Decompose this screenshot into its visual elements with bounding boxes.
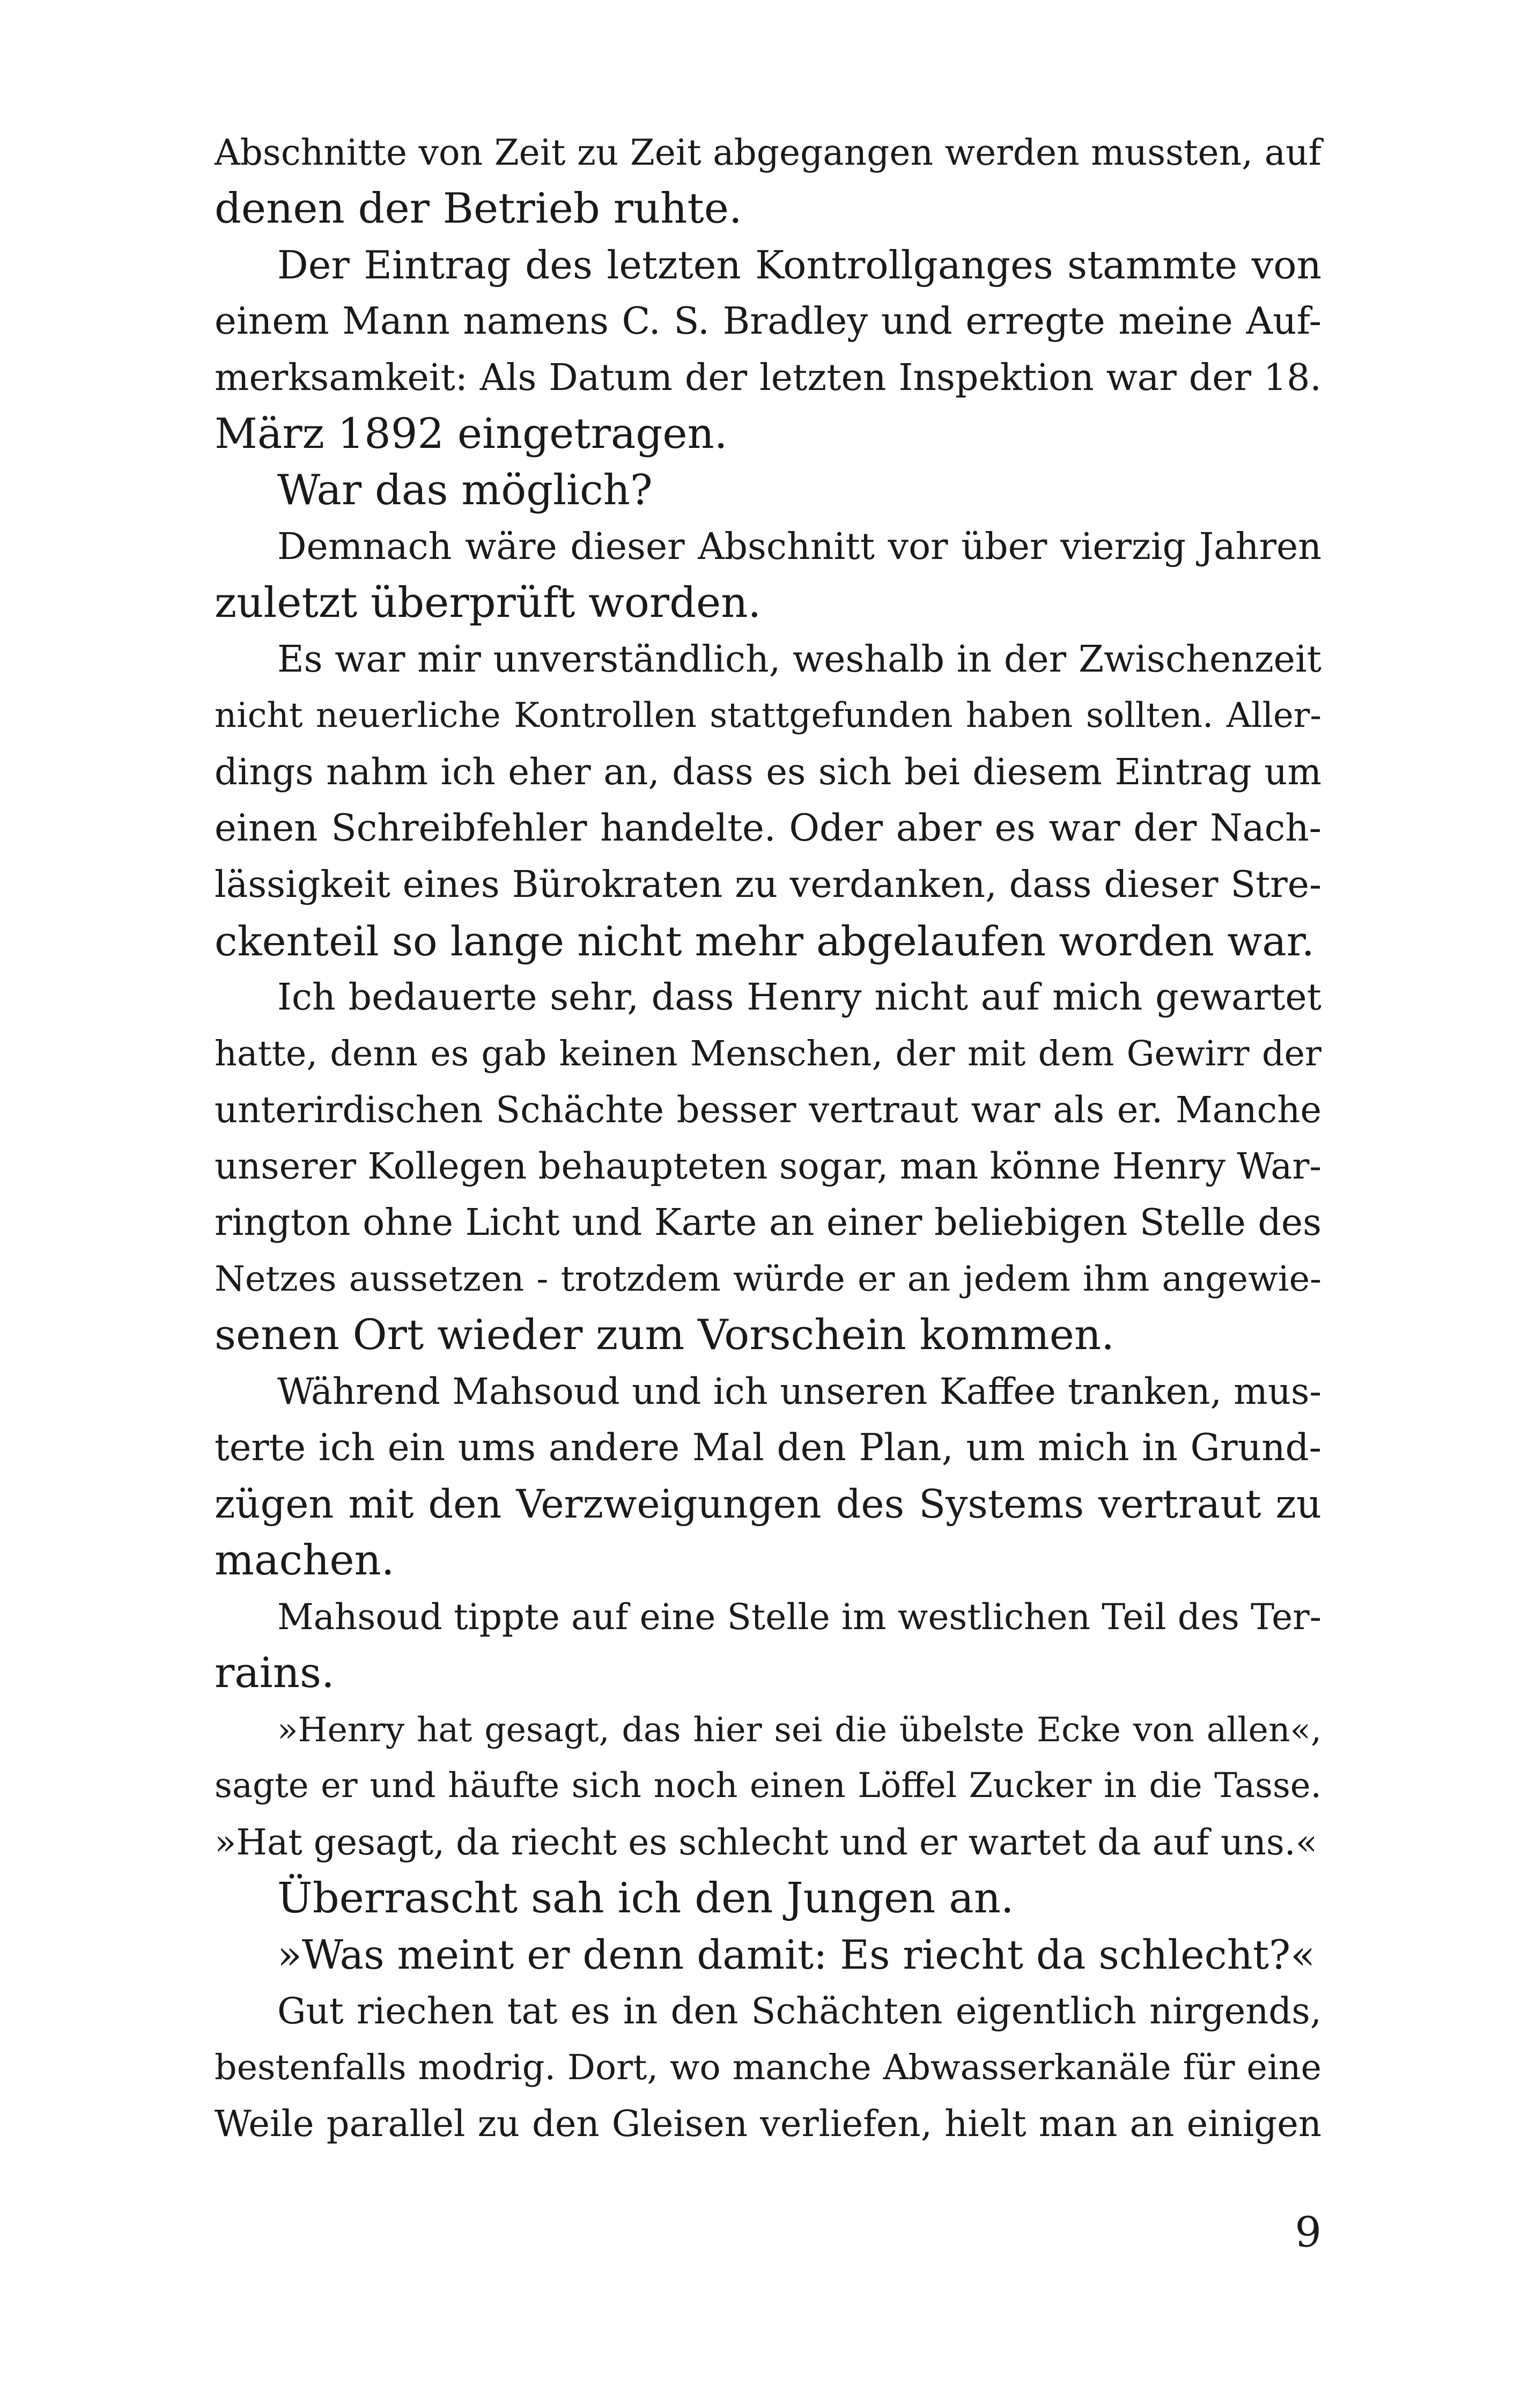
text-line: zügen mit den Verzweigungen des Systems vertraut zu [215,1482,1321,1527]
text-line: machen. [215,1536,395,1585]
text-line: ckenteil so lange nicht mehr abgelaufen worden war. [215,917,1315,965]
text-line: März 1892 eingetragen. [215,410,728,458]
text-line: einem Mann namens C. S. Bradley und erregte meine Auf- [215,300,1321,343]
text-line: dings nahm ich eher an, dass es sich bei diesem Eintrag um [215,751,1321,793]
page-number: 9 [1295,2208,1321,2257]
text-line: unterirdischen Schächte besser vertraut war als er. Manche [215,1089,1321,1131]
text-line: denen der Betrieb ruhte. [215,185,742,233]
text-line: Der Eintrag des letzten Kontrollganges stammte von [277,242,1321,288]
text-line: sagte er und häufte sich noch einen Löffel Zucker in die Tasse. [215,1766,1321,1806]
text-line: Während Mahsoud und ich unseren Kaffee tranken, mus- [277,1371,1321,1412]
text-line: Es war mir unverständlich, weshalb in der Zwischenzeit [277,638,1321,681]
text-line: War das möglich? [277,466,653,514]
text-line: merksamkeit: Als Datum der letzten Inspektion war der 18. [215,357,1321,399]
text-line: »Hat gesagt, da riecht es schlecht und er wartet da auf uns.« [215,1822,1318,1863]
text-line: nicht neuerliche Kontrollen stattgefunden haben sollten. Aller- [215,696,1321,735]
text-line: bestenfalls modrig. Dort, wo manche Abwasserkanäle für eine [215,2048,1321,2088]
text-line: hatte, denn es gab keinen Menschen, der mit dem Gewirr der [215,1034,1321,1074]
text-line: rains. [215,1649,335,1697]
text-line: Netzes aussetzen - trotzdem würde er an jedem ihm angewie- [215,1259,1321,1299]
text-line: Demnach wäre dieser Abschnitt vor über vierzig Jahren [277,526,1321,568]
text-line: Gut riechen tat es in den Schächten eigentlich nirgends, [277,1990,1321,2032]
text-line: »Henry hat gesagt, das hier sei die übelste Ecke von allen«, [277,1710,1321,1749]
text-line: Ich bedauerte sehr, dass Henry nicht auf mich gewartet [277,976,1321,1019]
text-line: »Was meint er denn damit: Es riecht da schlecht?« [277,1931,1316,1978]
text-line: Weile parallel zu den Gleisen verliefen, hielt man an einigen [215,2103,1321,2145]
text-line: einen Schreibfehler handelte. Oder aber es war der Nach- [215,807,1321,850]
text-line: senen Ort wieder zum Vorschein kommen. [215,1311,1114,1359]
text-line: rington ohne Licht und Karte an einer beliebigen Stelle des [215,1202,1321,1244]
text-line: Mahsoud tippte auf eine Stelle im westlichen Teil des Ter- [277,1596,1321,1638]
body-text [215,124,1321,2152]
text-line: Abschnitte von Zeit zu Zeit abgegangen werden mussten, auf [215,132,1321,173]
text-line: lässigkeit eines Bürokraten zu verdanken, dass dieser Stre- [215,864,1321,906]
text-line: Überrascht sah ich den Jungen an. [277,1874,1014,1923]
text-line: terte ich ein ums andere Mal den Plan, um mich in Grund- [215,1426,1321,1469]
text-line: zuletzt überprüft worden. [215,579,762,627]
text-line: unserer Kollegen behaupteten sogar, man könne Henry War- [215,1145,1321,1187]
